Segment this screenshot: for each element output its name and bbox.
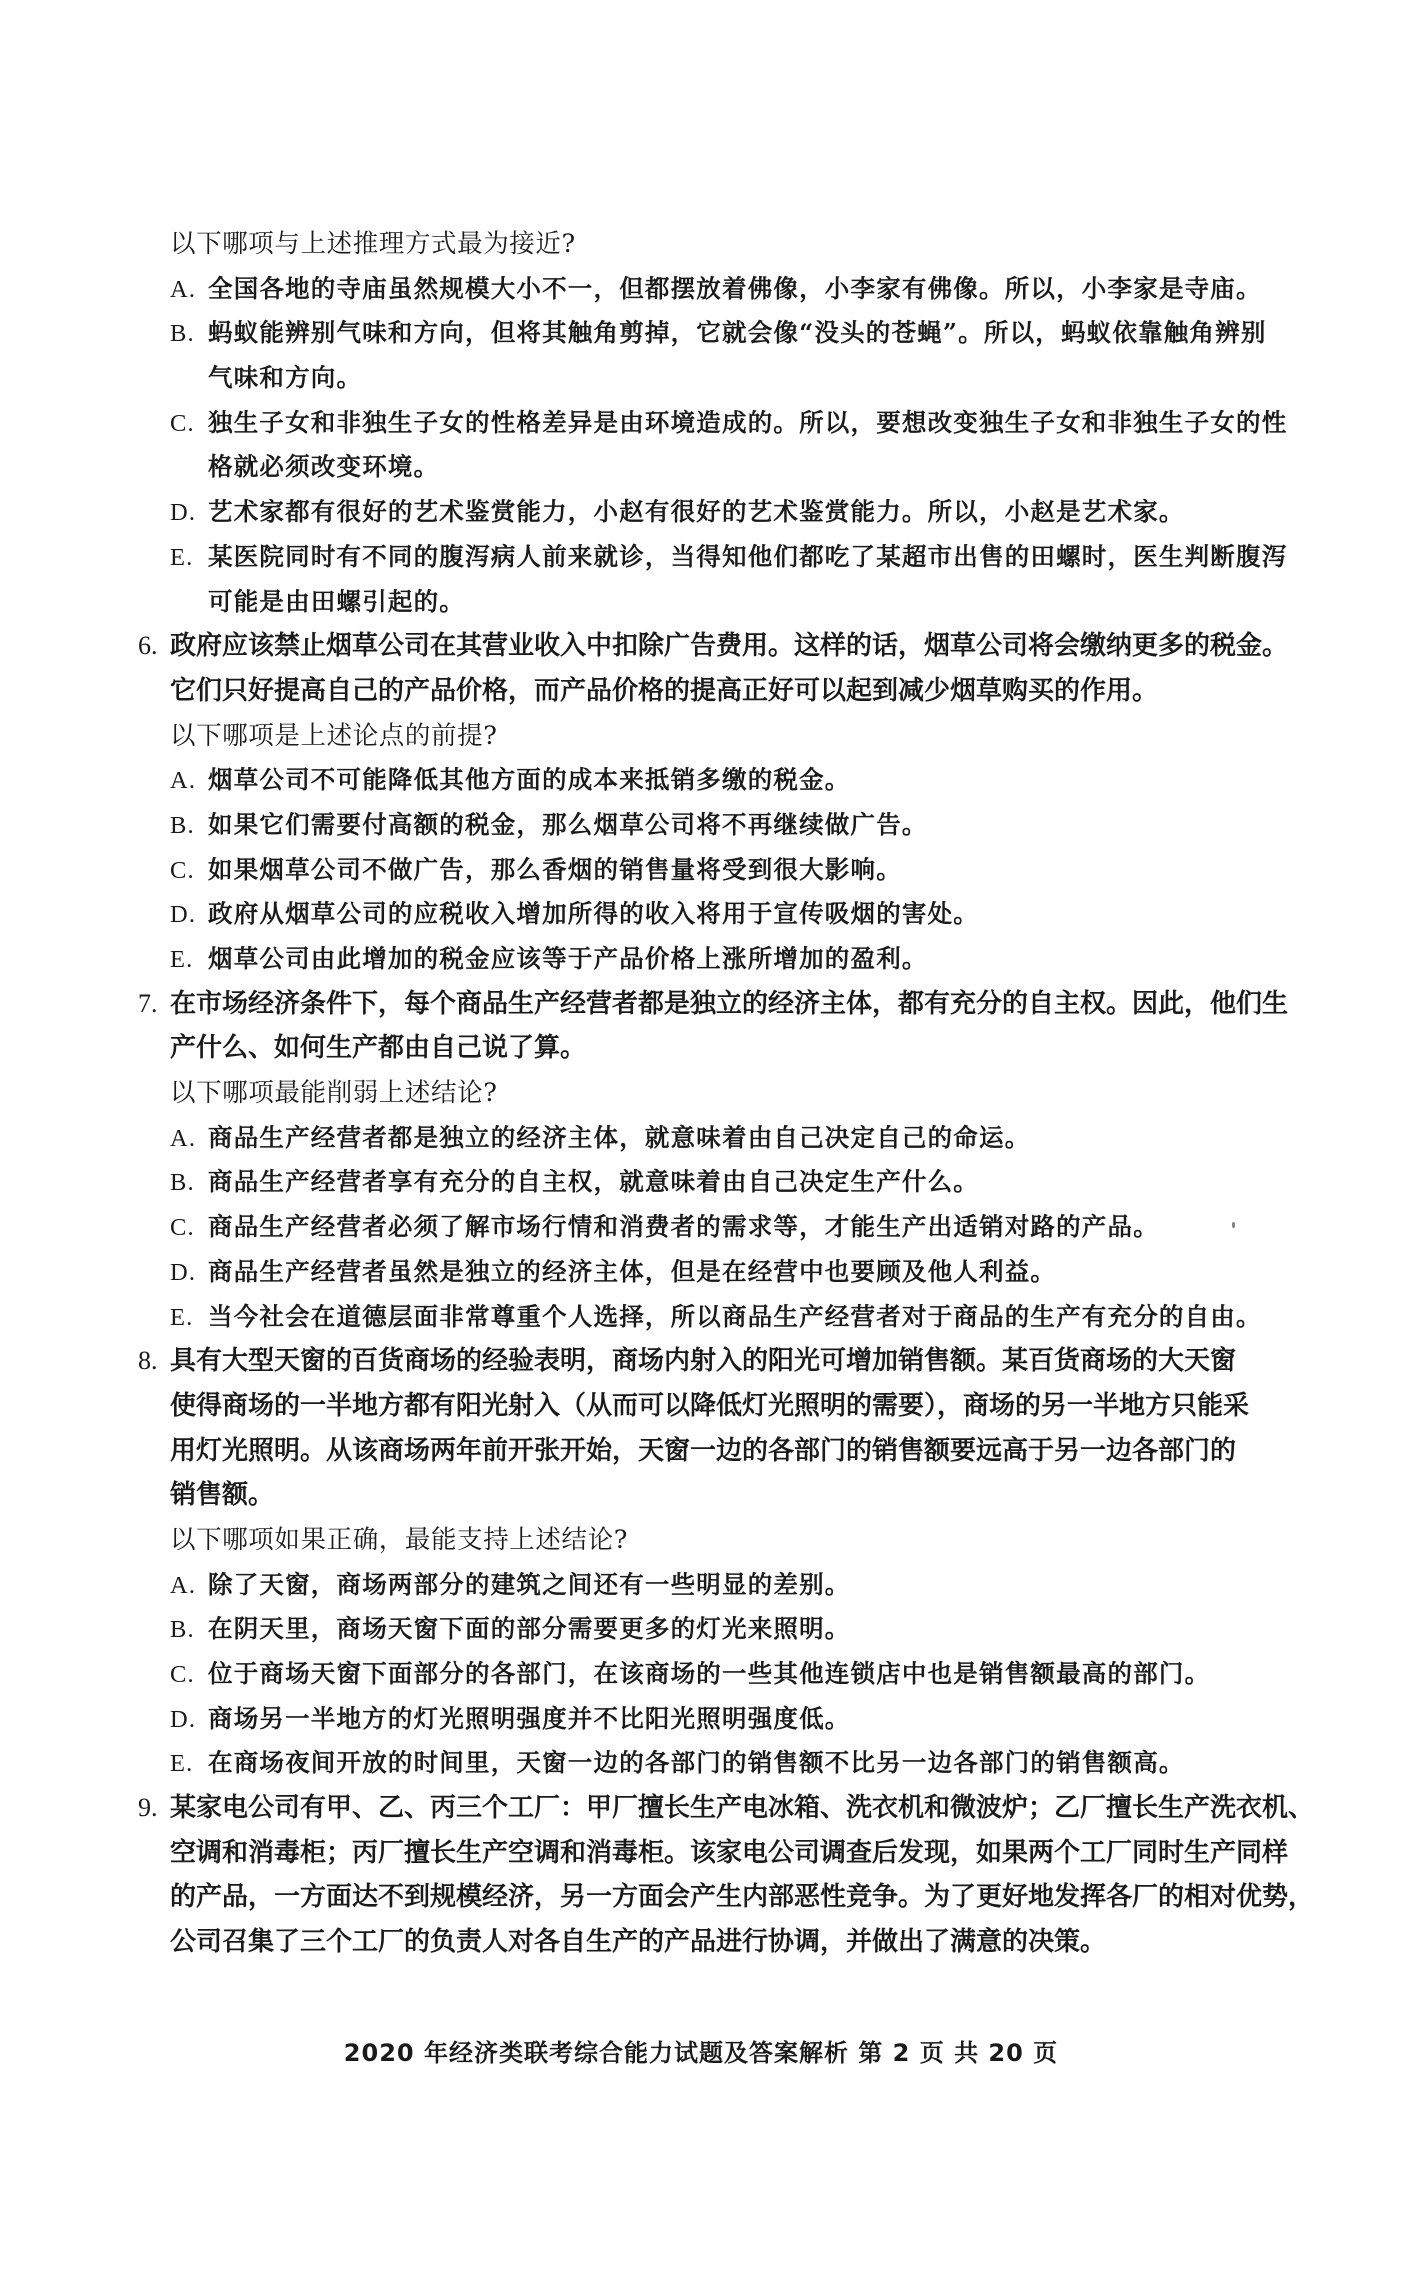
- option-label: E.: [170, 1303, 194, 1331]
- option-text: 商品生产经营者都是独立的经济主体，就意味着由自己决定自己的命运。: [208, 1122, 1031, 1152]
- option-label: A.: [170, 1124, 197, 1152]
- option-label: A.: [170, 767, 197, 795]
- option-text: 蚂蚁能辨别气味和方向，但将其触角剪掉，它就会像“没头的苍蝇”。所以，蚂蚁依靠触角辨别: [208, 318, 1267, 348]
- option-label: C.: [170, 856, 195, 884]
- q5-prompt: 以下哪项与上述推理方式最为接近?: [170, 229, 576, 259]
- q7-stem-line: 产什么、如何生产都由自己说了算。: [170, 1033, 587, 1064]
- q8-option-d: [138, 1697, 1318, 1742]
- q6-option-e: [138, 937, 1318, 982]
- q8-stem-line: 销售额。: [170, 1480, 275, 1511]
- q8-option-c: [138, 1652, 1318, 1697]
- q6-stem-line: [138, 624, 1318, 669]
- q8-option-e: [138, 1741, 1318, 1786]
- option-label: C.: [170, 1214, 195, 1242]
- option-label: E.: [170, 543, 194, 571]
- question-number: 7.: [138, 988, 158, 1018]
- option-text: 政府从烟草公司的应税收入增加所得的收入将用于宣传吸烟的害处。: [208, 899, 979, 929]
- option-text: 某医院同时有不同的腹泻病人前来就诊，当得知他们都吃了某超市出售的田螺时，医生判断腹泻: [208, 541, 1288, 571]
- page-footer: 2020 年经济类联考综合能力试题及答案解析 第 2 页 共 20 页: [343, 2039, 1059, 2067]
- q8-stem-line: [138, 1339, 1318, 1384]
- q9-stem-line: [138, 1786, 1318, 1831]
- option-text: 当今社会在道德层面非常尊重个人选择，所以商品生产经营者对于商品的生产有充分的自由。: [208, 1301, 1262, 1331]
- q5-option-b: [138, 311, 1318, 356]
- option-label: D.: [170, 1705, 197, 1733]
- page-content: [138, 222, 1318, 1965]
- q9-stem-line: 的产品，一方面达不到规模经济，另一方面会产生内部恶性竞争。为了更好地发挥各厂的相对优势，: [170, 1882, 1315, 1913]
- q7-prompt: 以下哪项最能削弱上述结论?: [170, 1078, 498, 1109]
- option-text: 烟草公司不可能降低其他方面的成本来抵销多缴的税金。: [208, 765, 851, 795]
- option-text: 在阴天里，商场天窗下面的部分需要更多的灯光来照明。: [208, 1614, 851, 1644]
- option-text: 商场另一半地方的灯光照明强度并不比阳光照明强度低。: [208, 1703, 851, 1733]
- q6-option-c: [138, 848, 1318, 893]
- q5-option-e: [138, 535, 1318, 580]
- option-text: 如果烟草公司不做广告，那么香烟的销售量将受到很大影响。: [208, 854, 902, 884]
- q8-stem-line: 使得商场的一半地方都有阳光射入（从而可以降低灯光照明的需要），商场的另一半地方只能采: [170, 1390, 1250, 1421]
- q5-option-b-cont: 气味和方向。: [208, 363, 363, 393]
- stem-text: 政府应该禁止烟草公司在其营业收入中扣除广告费用。这样的话，烟草公司将会缴纳更多的税金。: [170, 631, 1289, 662]
- option-label: B.: [170, 1169, 195, 1197]
- q6-option-b: [138, 803, 1318, 848]
- question-number: 9.: [138, 1793, 158, 1823]
- q7-option-d: [138, 1250, 1318, 1295]
- q5-option-c-cont: 格就必须改变环境。: [208, 452, 440, 482]
- option-text: 在商场夜间开放的时间里，天窗一边的各部门的销售额不比另一边各部门的销售额高。: [208, 1748, 1185, 1778]
- option-label: A.: [170, 275, 197, 303]
- option-text: 艺术家都有很好的艺术鉴赏能力，小赵有很好的艺术鉴赏能力。所以，小赵是艺术家。: [208, 497, 1185, 527]
- question-number: 6.: [138, 631, 158, 661]
- q7-option-b: [138, 1160, 1318, 1205]
- stem-text: 在市场经济条件下，每个商品生产经营者都是独立的经济主体，都有充分的自主权。因此，他们生: [170, 988, 1289, 1019]
- q7-stem-line: [138, 982, 1318, 1027]
- option-label: D.: [170, 1258, 197, 1286]
- question-number: 8.: [138, 1346, 158, 1376]
- option-text: 商品生产经营者虽然是独立的经济主体，但是在经营中也要顾及他人利益。: [208, 1256, 1057, 1286]
- q7-option-a: [138, 1116, 1318, 1161]
- q9-stem-line: 公司召集了三个工厂的负责人对各自生产的产品进行协调，并做出了满意的决策。: [170, 1927, 1107, 1958]
- q6-option-d: [138, 892, 1318, 937]
- option-text: 商品生产经营者必须了解市场行情和消费者的需求等，才能生产出适销对路的产品。: [208, 1212, 1159, 1242]
- q9-stem-line: 空调和消毒柜；丙厂擅长生产空调和消毒柜。该家电公司调查后发现，如果两个工厂同时生产同样: [170, 1837, 1289, 1868]
- q5-option-c: [138, 401, 1318, 446]
- option-text: 如果它们需要付高额的税金，那么烟草公司将不再继续做广告。: [208, 809, 928, 839]
- option-label: C.: [170, 1661, 195, 1688]
- option-label: C.: [170, 409, 195, 437]
- q7-option-e: [138, 1295, 1318, 1340]
- stem-text: 具有大型天窗的百货商场的经验表明，商场内射入的阳光可增加销售额。某百货商场的大天窗: [170, 1346, 1237, 1377]
- option-label: B.: [170, 320, 195, 348]
- option-label: B.: [170, 1616, 195, 1644]
- q5-option-a: [138, 267, 1318, 312]
- option-text: 独生子女和非独生子女的性格差异是由环境造成的。所以，要想改变独生子女和非独生子女的性: [208, 407, 1288, 437]
- scan-speck: [1232, 1222, 1235, 1228]
- q8-option-a: [138, 1563, 1318, 1608]
- option-label: B.: [170, 811, 195, 839]
- option-text: 烟草公司由此增加的税金应该等于产品价格上涨所增加的盈利。: [208, 944, 928, 973]
- option-text: 商品生产经营者享有充分的自主权，就意味着由自己决定生产什么。: [208, 1167, 979, 1197]
- option-label: E.: [170, 946, 194, 973]
- option-text: 除了天窗，商场两部分的建筑之间还有一些明显的差别。: [208, 1569, 851, 1599]
- q6-prompt: 以下哪项是上述论点的前提?: [170, 720, 498, 751]
- q5-option-d: [138, 490, 1318, 535]
- option-label: E.: [170, 1750, 194, 1778]
- q7-option-c: [138, 1205, 1318, 1250]
- q8-stem-line: 用灯光照明。从该商场两年前开张开始，天窗一边的各部门的销售额要远高于另一边各部门的: [170, 1435, 1237, 1466]
- q5-option-e-cont: 可能是由田螺引起的。: [208, 586, 465, 616]
- option-label: A.: [170, 1571, 197, 1599]
- stem-text: 某家电公司有甲、乙、丙三个工厂：甲厂擅长生产电冰箱、洗衣机和微波炉；乙厂擅长生产洗衣机、: [170, 1793, 1315, 1824]
- q6-option-a: [138, 758, 1318, 803]
- option-label: D.: [170, 901, 197, 929]
- option-text: 位于商场天窗下面部分的各部门，在该商场的一些其他连锁店中也是销售额最高的部门。: [208, 1659, 1211, 1688]
- q8-option-b: [138, 1607, 1318, 1652]
- option-label: D.: [170, 499, 197, 527]
- q6-stem-line: 它们只好提高自己的产品价格，而产品价格的提高正好可以起到减少烟草购买的作用。: [170, 675, 1159, 706]
- option-text: 全国各地的寺庙虽然规模大小不一，但都摆放着佛像，小李家有佛像。所以，小李家是寺庙。: [208, 273, 1262, 303]
- q8-prompt: 以下哪项如果正确，最能支持上述结论?: [170, 1524, 628, 1555]
